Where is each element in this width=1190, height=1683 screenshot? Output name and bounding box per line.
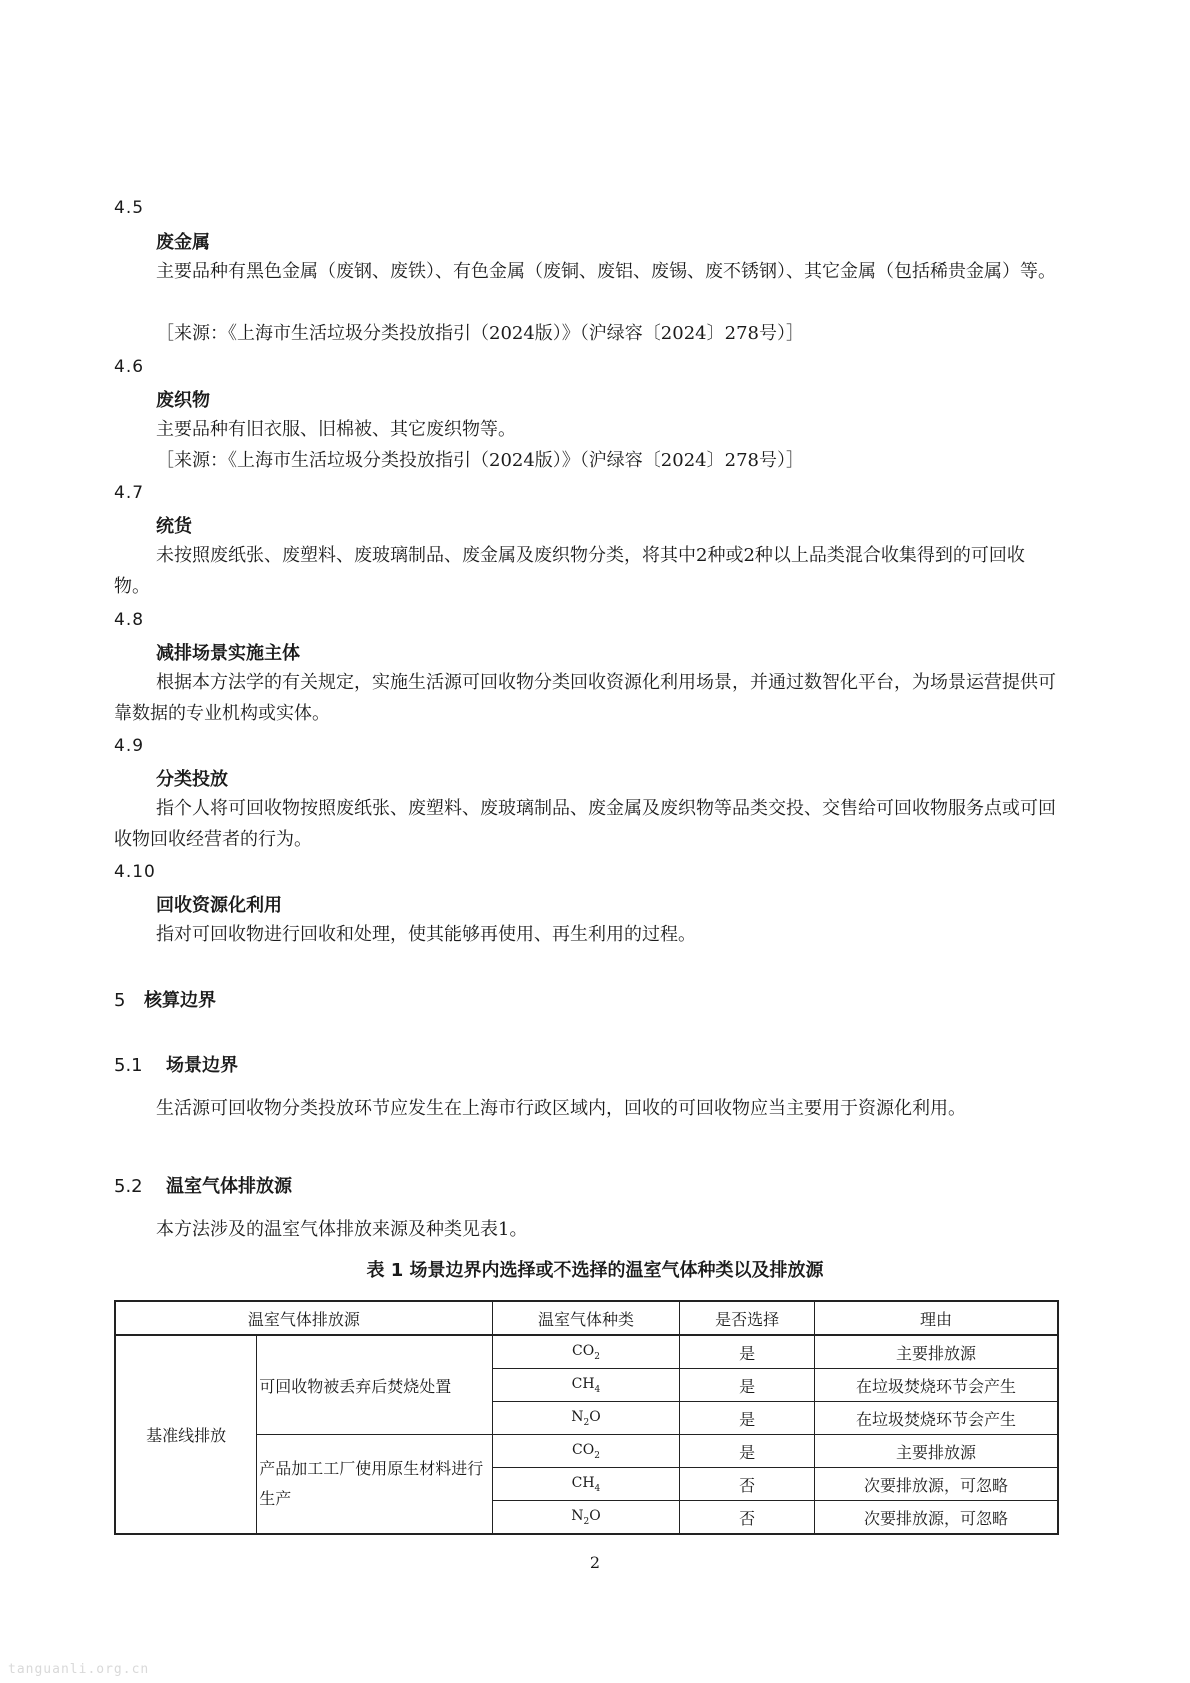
- definition-text: 指对可回收物进行回收和处理，使其能够再使用、再生利用的过程。: [156, 924, 696, 945]
- gas-cell: $N_2O$: [492, 1501, 680, 1535]
- header-reason: 理由: [814, 1301, 1058, 1335]
- clause-number: 4.9: [114, 736, 145, 756]
- clause-number: 4.7: [114, 483, 145, 503]
- definition-text: 主要品种有旧衣服、旧棉被、其它废织物等。: [156, 419, 516, 440]
- subsection-text: 生活源可回收物分类投放环节应发生在上海市行政区域内，回收的可回收物应当主要用于资源化利用。: [156, 1098, 966, 1119]
- subsection-heading: [114, 1172, 292, 1198]
- subsection-text: 本方法涉及的温室气体排放来源及种类见表1。: [156, 1219, 528, 1240]
- sub-source-cell: 可回收物被丢弃后焚烧处置: [257, 1335, 492, 1435]
- term-heading: 统货: [156, 516, 192, 537]
- page-number: 2: [589, 1553, 601, 1572]
- select-cell: 是: [680, 1369, 815, 1402]
- header-select: 是否选择: [680, 1301, 815, 1335]
- reason-cell: 在垃圾焚烧环节会产生: [814, 1369, 1058, 1402]
- reason-cell: 次要排放源，可忽略: [814, 1468, 1058, 1501]
- term-heading: 分类投放: [156, 769, 228, 790]
- select-cell: 是: [680, 1402, 815, 1435]
- section-number: 5: [114, 990, 126, 1011]
- definition-text: 根据本方法学的有关规定，实施生活源可回收物分类回收资源化利用场景，并通过数智化平台，为场景运营提供可靠数据的专业机构或实体。: [114, 672, 1056, 724]
- definition-text: 未按照废纸张、废塑料、废玻璃制品、废金属及废织物分类，将其中2种或2种以上品类混合收集得到的可回收物。: [114, 545, 1025, 597]
- table-row: [115, 1435, 1058, 1468]
- term-heading: 废金属: [156, 232, 210, 253]
- subsection-heading: [114, 1051, 238, 1077]
- clause-number: 4.5: [114, 198, 145, 218]
- select-cell: 是: [680, 1335, 815, 1369]
- select-cell: 否: [680, 1468, 815, 1501]
- gas-cell: $CO_2$: [492, 1335, 680, 1369]
- select-cell: 是: [680, 1435, 815, 1468]
- select-cell: 否: [680, 1501, 815, 1535]
- watermark-text: tanguanli.org.cn: [8, 1662, 150, 1677]
- subsection-title: 场景边界: [166, 1055, 238, 1076]
- source-citation: ［来源：《上海市生活垃圾分类投放指引（2024版）》（沪绿容〔2024〕278号）］: [156, 450, 804, 471]
- gas-cell: $CO_2$: [492, 1435, 680, 1468]
- reason-cell: 次要排放源，可忽略: [814, 1501, 1058, 1535]
- subsection-title: 温室气体排放源: [166, 1176, 292, 1197]
- clause-number: 4.10: [114, 862, 156, 882]
- term-heading: 回收资源化利用: [156, 895, 282, 916]
- term-heading: 废织物: [156, 390, 210, 411]
- section-heading: [114, 986, 216, 1012]
- table-row: [115, 1335, 1058, 1369]
- table-header-row: [115, 1301, 1058, 1335]
- reason-cell: 主要排放源: [814, 1335, 1058, 1369]
- gas-cell: $N_2O$: [492, 1402, 680, 1435]
- term-heading: 减排场景实施主体: [156, 643, 300, 664]
- group-cell: 基准线排放: [115, 1335, 257, 1534]
- table-title: 表 1 场景边界内选择或不选择的温室气体种类以及排放源: [366, 1260, 824, 1281]
- subsection-number: 5.2: [114, 1176, 143, 1197]
- definition-text: 主要品种有黑色金属（废钢、废铁）、有色金属（废铜、废铝、废锡、废不锈钢）、其它金属（包括稀贵金属）等。: [156, 261, 1056, 282]
- definition-text: 指个人将可回收物按照废纸张、废塑料、废玻璃制品、废金属及废织物等品类交投、交售给可回收物服务点或可回收物回收经营者的行为。: [114, 798, 1056, 850]
- header-gas: 温室气体种类: [492, 1301, 680, 1335]
- clause-number: 4.6: [114, 357, 145, 377]
- emission-source-table: [114, 1300, 1059, 1535]
- sub-source-cell: 产品加工工厂使用原生材料进行生产: [257, 1435, 492, 1535]
- header-source: 温室气体排放源: [115, 1301, 492, 1335]
- section-title: 核算边界: [144, 990, 216, 1011]
- clause-number: 4.8: [114, 610, 145, 630]
- subsection-number: 5.1: [114, 1055, 143, 1076]
- gas-cell: $CH_4$: [492, 1369, 680, 1402]
- reason-cell: 在垃圾焚烧环节会产生: [814, 1402, 1058, 1435]
- reason-cell: 主要排放源: [814, 1435, 1058, 1468]
- gas-cell: $CH_4$: [492, 1468, 680, 1501]
- source-citation: ［来源：《上海市生活垃圾分类投放指引（2024版）》（沪绿容〔2024〕278号）］: [156, 323, 804, 344]
